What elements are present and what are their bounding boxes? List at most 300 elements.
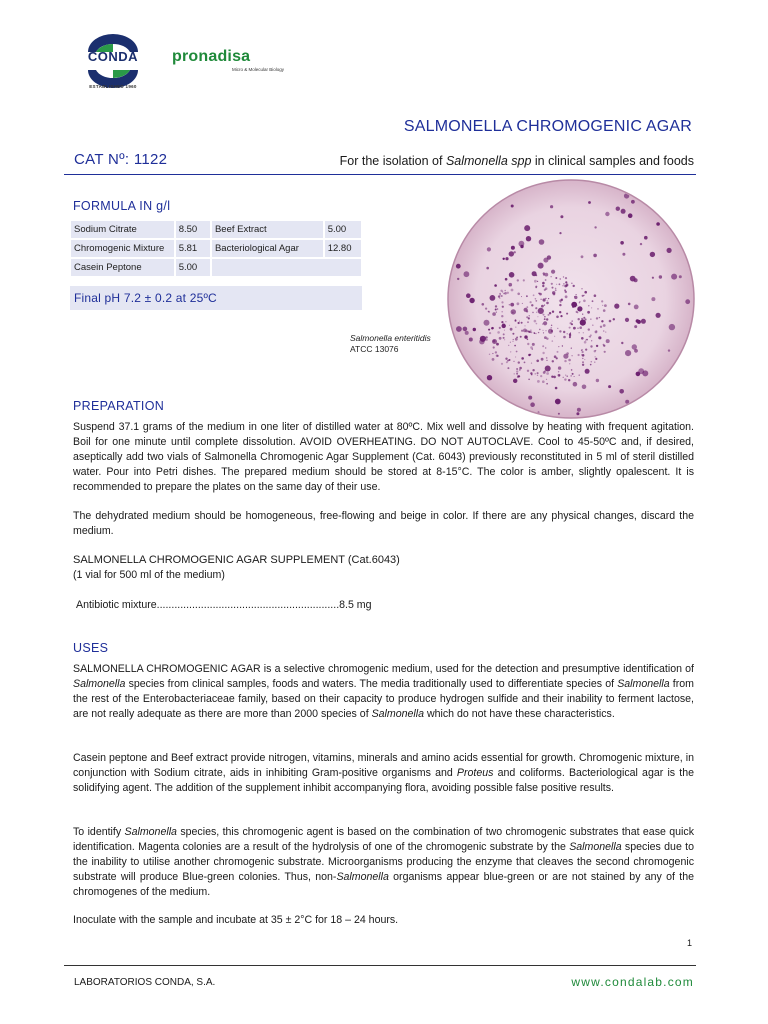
colony-dot	[582, 364, 584, 366]
colony-dot	[552, 287, 554, 289]
colony-dot	[513, 341, 514, 342]
text-segment: and coliforms. Bacteriological agar is the solidifying agent. The addition of the supplement inhibit accompanying flora, avoiding possible false positive results.	[73, 767, 694, 794]
colony-dot	[558, 366, 561, 369]
colony-dot	[540, 299, 541, 300]
colony-dot	[576, 294, 577, 295]
colony-dot	[487, 247, 491, 251]
colony-dot	[566, 352, 569, 355]
colony-dot	[552, 360, 554, 362]
colony-dot	[522, 303, 523, 304]
colony-dot	[576, 311, 578, 313]
colony-dot	[504, 292, 507, 295]
colony-dot	[559, 311, 561, 313]
colony-dot	[527, 321, 529, 323]
subtitle-post: in clinical samples and foods	[531, 154, 694, 168]
colony-dot	[603, 324, 606, 327]
colony-dot	[565, 375, 566, 376]
colony-dot	[528, 379, 530, 381]
colony-dot	[501, 321, 503, 323]
colony-dot	[592, 300, 594, 302]
colony-dot	[685, 299, 690, 304]
colony-dot	[513, 361, 514, 362]
colony-dot	[568, 359, 571, 362]
ingredient-name: Bacteriological Agar	[212, 240, 323, 257]
colony-dot	[581, 255, 584, 258]
caption-organism: Salmonella enteritidis	[350, 333, 431, 343]
footer-divider	[64, 965, 696, 966]
colony-dot	[507, 367, 509, 369]
subtitle-organism: Salmonella spp	[445, 154, 532, 168]
colony-dot	[565, 295, 568, 298]
subtitle-pre: For the isolation of	[339, 154, 446, 168]
colony-dot	[465, 331, 469, 335]
formula-heading: FORMULA IN g/l	[73, 199, 171, 213]
italic-term: Salmonella	[371, 708, 425, 720]
colony-dot	[500, 290, 502, 292]
colony-dot	[591, 307, 592, 308]
colony-dot	[636, 372, 641, 377]
uses-paragraph-3	[73, 825, 694, 900]
colony-dot	[565, 291, 567, 293]
colony-dot	[493, 346, 495, 348]
colony-dot	[517, 377, 518, 378]
colony-dot	[593, 254, 597, 258]
colony-dot	[581, 354, 582, 355]
colony-dot	[565, 281, 567, 283]
colony-dot	[510, 351, 511, 352]
colony-dot	[656, 222, 660, 226]
colony-dot	[524, 325, 525, 326]
colony-dot	[538, 332, 539, 333]
colony-dot	[591, 340, 592, 341]
colony-dot	[544, 305, 545, 306]
colony-dot	[594, 350, 596, 352]
colony-dot	[569, 333, 571, 335]
colony-dot	[551, 330, 553, 332]
colony-dot	[530, 330, 531, 331]
pronadisa-tagline: Micro & Molecular Biology	[232, 67, 285, 72]
colony-dot	[555, 289, 557, 291]
colony-dot	[532, 343, 535, 346]
colony-dot	[503, 258, 505, 260]
italic-term: Salmonella	[73, 678, 126, 690]
colony-dot	[504, 339, 505, 340]
colony-dot	[577, 305, 578, 306]
colony-dot	[532, 369, 534, 371]
colony-dot	[569, 363, 570, 364]
colony-dot	[515, 338, 518, 341]
colony-dot	[495, 351, 497, 353]
caption-strain: ATCC 13076	[350, 344, 399, 354]
colony-dot	[651, 297, 655, 301]
colony-dot	[595, 358, 597, 360]
uses-paragraph-1	[73, 662, 694, 722]
colony-dot	[542, 380, 545, 383]
colony-dot	[546, 360, 547, 361]
colony-dot	[592, 324, 594, 326]
colony-dot	[539, 329, 541, 331]
colony-dot	[668, 349, 670, 351]
colony-dot	[499, 294, 501, 296]
table-row	[71, 221, 361, 238]
colony-dot	[622, 253, 625, 256]
colony-dot	[584, 291, 587, 294]
colony-dot	[564, 378, 566, 380]
colony-dot	[575, 306, 577, 308]
colony-dot	[521, 330, 523, 332]
colony-dot	[538, 308, 544, 314]
colony-dot	[518, 322, 520, 324]
colony-dot	[640, 243, 642, 245]
colony-dot	[563, 276, 564, 277]
text-segment: organisms appear blue-green or are not stained by any of the chromogenes of the medium.	[73, 871, 694, 898]
colony-dot	[525, 330, 528, 333]
colony-dot	[584, 359, 585, 360]
italic-term: Salmonella	[336, 871, 389, 883]
colony-dot	[523, 279, 525, 281]
colony-dot	[609, 320, 612, 323]
colony-dot	[621, 209, 626, 214]
colony-dot	[499, 298, 500, 299]
colony-dot	[569, 336, 571, 338]
colony-dot	[505, 257, 508, 260]
colony-dot	[521, 357, 524, 360]
footer-website-link[interactable]: www.condalab.com	[571, 975, 694, 989]
colony-dot	[560, 315, 562, 317]
colony-dot	[555, 277, 557, 279]
colony-dot	[506, 361, 508, 363]
colony-dot	[495, 305, 497, 307]
colony-dot	[514, 373, 515, 374]
colony-dot	[497, 355, 499, 357]
colony-dot	[584, 318, 586, 320]
colony-dot	[542, 285, 544, 287]
colony-dot	[559, 330, 561, 332]
colony-dot	[544, 273, 548, 277]
table-row	[71, 259, 361, 276]
colony-dot	[526, 310, 528, 312]
colony-dot	[556, 284, 557, 285]
italic-term: Proteus	[456, 767, 494, 779]
colony-dot	[498, 295, 500, 297]
colony-dot	[518, 375, 520, 377]
colony-dot	[537, 372, 539, 374]
colony-dot	[659, 275, 662, 278]
colony-dot	[582, 361, 584, 363]
colony-dot	[564, 285, 567, 288]
colony-dot	[501, 311, 503, 313]
colony-dot	[568, 379, 570, 381]
colony-dot	[517, 279, 519, 281]
colony-dot	[488, 329, 490, 331]
colony-dot	[586, 339, 588, 341]
colony-dot	[509, 272, 515, 278]
colony-dot	[559, 232, 561, 234]
text-segment: To identify	[73, 826, 125, 838]
colony-dot	[509, 325, 510, 326]
colony-dot	[511, 309, 516, 314]
colony-dot	[536, 312, 537, 313]
colony-dot	[519, 241, 525, 247]
colony-dot	[546, 357, 548, 359]
colony-dot	[514, 345, 516, 347]
colony-dot	[604, 351, 606, 353]
colony-dot	[602, 305, 603, 306]
colony-dot	[628, 303, 631, 306]
colony-dot	[526, 306, 528, 308]
colony-dot	[547, 300, 548, 301]
colony-dot	[551, 376, 553, 378]
colony-dot	[564, 360, 566, 362]
colony-dot	[567, 333, 568, 334]
document-subtitle	[340, 154, 694, 168]
colony-dot	[531, 304, 533, 306]
colony-dot	[555, 387, 558, 390]
colony-dot	[553, 376, 556, 379]
colony-dot	[588, 201, 591, 204]
image-caption	[350, 333, 431, 355]
colony-dot	[558, 371, 559, 372]
colony-dot	[588, 328, 590, 330]
colony-dot	[579, 375, 580, 376]
colony-dot	[579, 326, 582, 329]
colony-dot	[582, 358, 583, 359]
colony-dot	[605, 212, 609, 216]
colony-dot	[521, 322, 523, 324]
colony-dot	[513, 379, 517, 383]
italic-term: Salmonella	[124, 826, 177, 838]
colony-dot	[555, 399, 561, 405]
colony-dot	[494, 284, 497, 287]
colony-dot	[546, 318, 548, 320]
colony-dot	[559, 304, 561, 306]
final-ph: Final pH 7.2 ± 0.2 at 25ºC	[70, 286, 362, 310]
colony-dot	[650, 252, 655, 257]
colony-dot	[486, 267, 489, 270]
colony-dot	[492, 312, 496, 316]
colony-dot	[581, 337, 584, 340]
colony-dot	[631, 200, 635, 204]
colony-dot	[464, 271, 470, 277]
colony-dot	[490, 295, 496, 301]
colony-dot	[544, 370, 546, 372]
colony-dot	[561, 298, 563, 300]
colony-dot	[489, 332, 491, 334]
footer-company: LABORATORIOS CONDA, S.A.	[74, 977, 216, 988]
colony-dot	[487, 375, 492, 380]
colony-dot	[554, 294, 555, 295]
colony-dot	[542, 330, 543, 331]
colony-dot	[605, 331, 606, 332]
colony-dot	[583, 332, 584, 333]
colony-dot	[584, 341, 587, 344]
colony-dot	[511, 205, 514, 208]
colony-dot	[517, 293, 520, 296]
colony-dot	[577, 328, 578, 329]
ingredient-value: 5.00	[325, 221, 361, 238]
colony-dot	[537, 316, 538, 317]
colony-dot	[504, 330, 505, 331]
colony-dot	[599, 317, 600, 318]
colony-dot	[588, 305, 589, 306]
colony-dot	[534, 280, 537, 283]
colony-dot	[535, 307, 537, 309]
colony-dot	[516, 370, 518, 372]
colony-dot	[492, 358, 495, 361]
document-title: SALMONELLA CHROMOGENIC AGAR	[403, 118, 692, 135]
colony-dot	[573, 382, 578, 387]
colony-dot	[512, 312, 513, 313]
colony-dot	[587, 311, 590, 314]
colony-dot	[616, 207, 620, 211]
colony-dot	[493, 340, 496, 343]
ingredient-value: 8.50	[176, 221, 210, 238]
colony-dot	[508, 345, 509, 346]
colony-dot	[579, 332, 580, 333]
colony-dot	[501, 295, 503, 297]
colony-dot	[497, 308, 499, 310]
colony-dot	[530, 346, 533, 349]
title-divider	[64, 174, 696, 175]
colony-dot	[557, 351, 559, 353]
colony-dot	[536, 323, 538, 325]
colony-dot	[551, 270, 555, 274]
ingredient-value: 12.80	[325, 240, 361, 257]
colony-dot	[524, 225, 530, 231]
colony-dot	[594, 362, 595, 363]
colony-dot	[652, 277, 654, 279]
conda-wordmark: CONDA	[87, 49, 139, 64]
colony-dot	[510, 342, 511, 343]
text-segment: from the rest of the Enterobacteriaceae family, based on their capacity to produce hydrogen sulfide and their inability to ferment lactose, are not really adequate as there are more than 2000 species of	[73, 678, 694, 720]
colony-dot	[537, 281, 538, 282]
text-segment: species due to the inability to utilise another chromogenic substrate. Microorganisms producing the enzyme that cleaves the second chromogenic substrate will produce Blue-green colonies. Thus, non-	[73, 841, 694, 883]
colony-dot	[516, 351, 518, 353]
colony-dot	[530, 301, 532, 303]
colony-dot	[501, 315, 503, 317]
colony-dot	[582, 354, 585, 357]
colony-dot	[517, 302, 520, 305]
colony-dot	[543, 258, 548, 263]
colony-dot	[488, 311, 489, 312]
colony-dot	[484, 320, 490, 326]
table-row	[71, 240, 361, 257]
preparation-heading: PREPARATION	[73, 399, 165, 413]
colony-dot	[574, 296, 575, 297]
colony-dot	[469, 298, 474, 303]
colony-dot	[571, 320, 573, 322]
colony-dot	[546, 379, 547, 380]
colony-dot	[636, 319, 640, 323]
colony-dot	[538, 263, 544, 269]
colony-dot	[597, 308, 599, 310]
colony-dot	[529, 331, 531, 333]
colony-dot	[583, 317, 585, 319]
colony-dot	[604, 304, 607, 307]
colony-dot	[551, 325, 552, 326]
colony-dot	[531, 374, 532, 375]
colony-dot	[634, 325, 637, 328]
colony-dot	[466, 293, 471, 298]
colony-dot	[667, 248, 672, 253]
colony-dot	[591, 361, 593, 363]
pronadisa-wordmark: pronadisa	[172, 48, 251, 65]
colony-dot	[533, 294, 535, 296]
colony-dot	[601, 300, 603, 302]
colony-dot	[572, 373, 574, 375]
colony-dot	[656, 313, 661, 318]
formula-table	[69, 219, 363, 278]
colony-dot	[545, 298, 546, 299]
colony-dot	[582, 314, 583, 315]
colony-dot	[560, 278, 561, 279]
colony-dot	[537, 375, 538, 376]
colony-dot	[544, 289, 546, 291]
supplement-note: (1 vial for 500 ml of the medium)	[73, 569, 225, 581]
colony-dot	[492, 327, 494, 329]
colony-dot	[590, 334, 592, 336]
colony-dot	[572, 306, 574, 308]
colony-dot	[543, 321, 547, 325]
colony-dot	[543, 298, 546, 301]
colony-dot	[583, 300, 586, 303]
colony-dot	[534, 320, 537, 323]
colony-dot	[628, 213, 633, 218]
colony-dot	[603, 309, 606, 312]
colony-dot	[527, 339, 529, 341]
colony-dot	[571, 355, 572, 356]
colony-dot	[515, 356, 516, 357]
colony-dot	[595, 356, 596, 357]
italic-term: Salmonella	[569, 841, 622, 853]
colony-dot	[532, 312, 534, 314]
supplement-title: SALMONELLA CHROMOGENIC AGAR SUPPLEMENT (Cat.6043)	[73, 554, 400, 566]
colony-dot	[516, 337, 518, 339]
colony-dot	[613, 318, 615, 320]
colony-dot	[526, 236, 531, 241]
colony-dot	[570, 375, 572, 377]
colony-dot	[582, 295, 584, 297]
colony-dot	[485, 336, 487, 338]
colony-dot	[535, 274, 537, 276]
colony-dot	[485, 308, 487, 310]
colony-dot	[535, 373, 536, 374]
colony-dot	[558, 413, 560, 415]
colony-dot	[620, 241, 624, 245]
italic-term: Salmonella	[617, 678, 670, 690]
colony-dot	[542, 282, 545, 285]
ingredient-empty	[212, 259, 361, 276]
colony-dot	[596, 317, 598, 319]
colony-dot	[515, 327, 516, 328]
ingredient-name: Beef Extract	[212, 221, 323, 238]
ingredient-name: Casein Peptone	[71, 259, 174, 276]
colony-dot	[576, 412, 579, 415]
colony-dot	[556, 357, 558, 359]
colony-dot	[529, 315, 530, 316]
colony-dot	[619, 389, 624, 394]
colony-dot	[479, 339, 484, 344]
colony-dot	[546, 302, 549, 305]
colony-dot	[581, 288, 582, 289]
colony-dot	[505, 358, 507, 360]
colony-dot	[503, 337, 505, 339]
colony-dot	[507, 292, 509, 294]
colony-dot	[585, 340, 586, 341]
ingredient-value: 5.00	[176, 259, 210, 276]
colony-dot	[505, 278, 508, 281]
colony-dot	[571, 302, 577, 308]
